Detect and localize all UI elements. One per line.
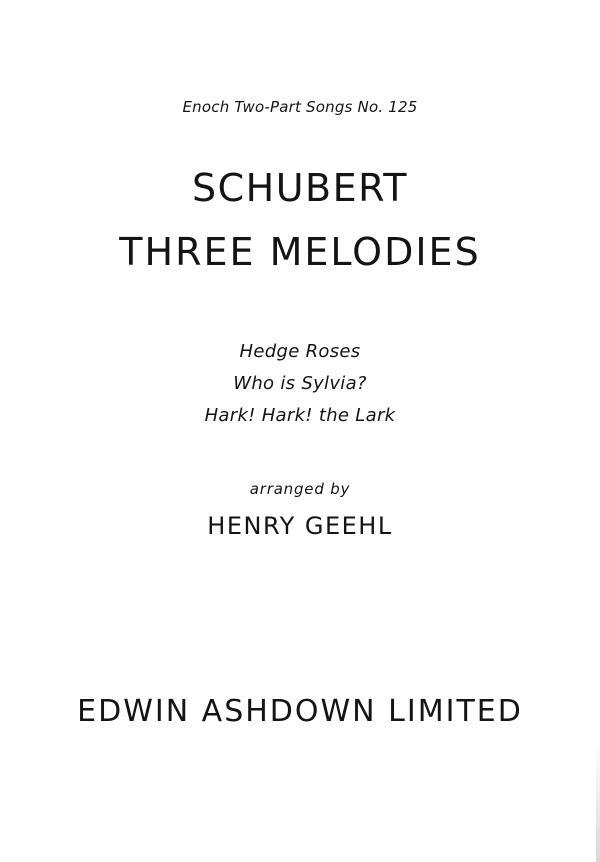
song-list bbox=[0, 336, 600, 432]
song-title: Hark! Hark! the Lark bbox=[204, 405, 396, 426]
composer-name: SCHUBERT bbox=[192, 166, 408, 210]
song-title: Who is Sylvia? bbox=[233, 373, 367, 394]
work-title: THREE MELODIES bbox=[119, 230, 481, 274]
page-edge-shadow bbox=[596, 742, 600, 862]
publisher-name: EDWIN ASHDOWN LIMITED bbox=[77, 694, 523, 729]
arranged-by-label: arranged by bbox=[249, 480, 351, 498]
series-title: Enoch Two-Part Songs No. 125 bbox=[182, 98, 418, 116]
arranger-name: HENRY GEEHL bbox=[207, 512, 393, 540]
song-title: Hedge Roses bbox=[239, 341, 361, 362]
